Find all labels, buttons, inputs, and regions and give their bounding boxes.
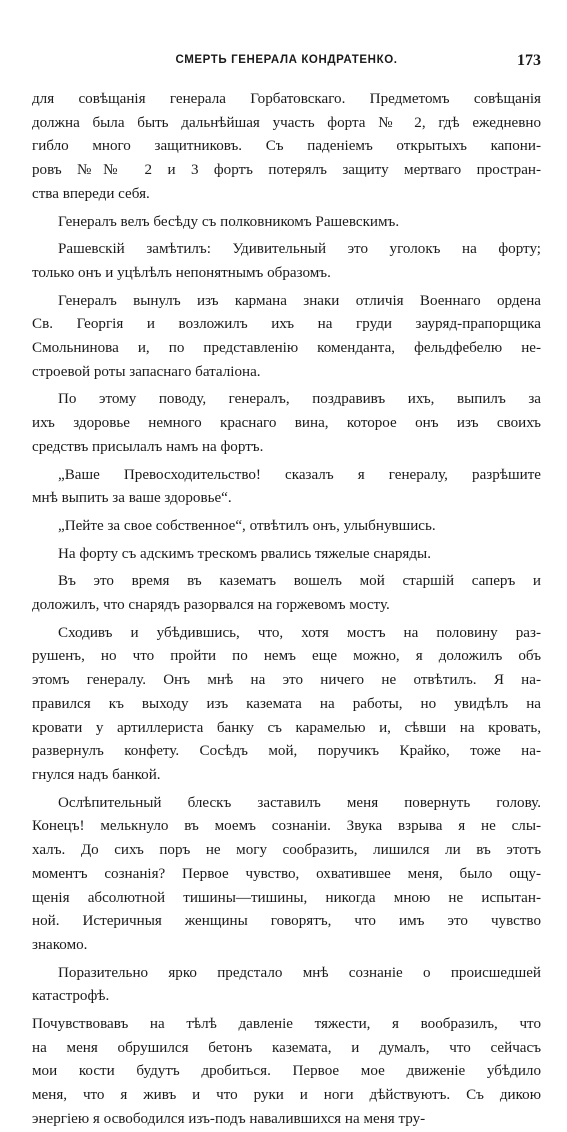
text-line: Св. Георгія и возложилъ ихъ на груди зауряд-прапорщика xyxy=(32,316,541,333)
text-line: катастрофѣ. xyxy=(32,988,110,1005)
text-line: средствъ присылалъ намъ на фортъ. xyxy=(32,438,264,455)
text-line: Рашевскій замѣтилъ: Удивительный это уголокъ на форту; xyxy=(58,241,541,258)
text-line: меня, что я живъ и что руки и ноги дѣйствуютъ. Съ дикою xyxy=(32,1087,541,1104)
paragraph xyxy=(32,515,541,539)
text-line: на меня обрушился бетонъ каземата, и думалъ, что сейчасъ xyxy=(32,1039,541,1056)
text-line: На форту съ адскимъ трескомъ рвались тяжелые снаряды. xyxy=(58,545,431,562)
text-line: только онъ и уцѣлѣлъ непонятнымъ образомъ. xyxy=(32,264,331,281)
text-line: этомъ генералу. Онъ мнѣ на это ничего не отвѣтилъ. Я на- xyxy=(32,672,541,689)
paragraph xyxy=(32,1013,541,1132)
paragraph xyxy=(32,290,541,385)
text-line: По этому поводу, генералъ, поздравивъ ихъ, выпилъ за xyxy=(58,391,541,408)
text-line: „Ваше Превосходительство! сказалъ я генералу, разрѣшите xyxy=(58,466,541,483)
text-line: мои кости будутъ дробиться. Первое мое движеніе убѣдило xyxy=(32,1063,541,1080)
paragraph xyxy=(32,388,541,459)
text-line: ной. Истеричныя женщины говорятъ, что имъ это чувство xyxy=(32,913,541,930)
text-line: ровъ №№ 2 и 3 фортъ потерялъ защиту мертваго простран- xyxy=(32,162,541,179)
text-line: Смольнинова и, по представленію коменданта, фельдфебелю не- xyxy=(32,340,541,357)
paragraph xyxy=(32,211,541,235)
text-line: Сходивъ и убѣдившись, что, хотя мостъ на половину раз- xyxy=(58,624,541,641)
text-line: для совѣщанія генерала Горбатовскаго. Предметомъ совѣщанія xyxy=(32,91,541,107)
text-line: кровати у артиллериста банку съ карамелью и, сѣвши на кровать, xyxy=(32,719,541,736)
text-line: доложилъ, что снарядъ разорвался на горжевомъ мосту. xyxy=(32,597,390,614)
text-line: Генералъ вынулъ изъ кармана знаки отличія Военнаго ордена xyxy=(58,292,541,309)
paragraph xyxy=(32,543,541,567)
paragraph xyxy=(32,962,541,1009)
text-line: ихъ здоровье немного краснаго вина, которое онъ изъ своихъ xyxy=(32,415,541,432)
text-line: халъ. До сихъ поръ не могу сообразить, лишился ли въ этотъ xyxy=(32,842,541,859)
text-line: правился къ выходу изъ каземата на работы, но увидѣлъ на xyxy=(32,695,541,712)
paragraph xyxy=(32,792,541,958)
body-text xyxy=(32,88,541,1132)
text-line: гнулся надъ банкой. xyxy=(32,766,161,783)
paragraph xyxy=(32,622,541,788)
text-line: мнѣ выпить за ваше здоровье“. xyxy=(32,490,232,507)
text-line: Поразительно ярко предстало мнѣ сознаніе о происшедшей xyxy=(58,964,541,981)
text-line: развернулъ конфету. Сосѣдъ мой, поручикъ Крайко, тоже на- xyxy=(32,743,541,760)
page-number: 173 xyxy=(517,52,541,69)
running-title: СМЕРТЬ ГЕНЕРАЛА КОНДРАТЕНКО. xyxy=(175,54,398,66)
paragraph xyxy=(32,570,541,617)
text-line: Ослѣпительный блескъ заставилъ меня повернуть голову. xyxy=(58,794,541,811)
paragraph xyxy=(32,238,541,285)
text-line: щенія абсолютной тишины—тишины, никогда мною не испытан- xyxy=(32,889,541,906)
text-line: Конецъ! мелькнуло въ моемъ сознаніи. Звука взрыва я не слы- xyxy=(32,818,541,835)
text-line: знакомо. xyxy=(32,936,88,953)
text-line: энергіею я освободился изъ-подъ навалившихся на меня тру- xyxy=(32,1110,426,1127)
text-line: ства впереди себя. xyxy=(32,185,150,202)
text-line: Почувствовавъ на тѣлѣ давленіе тяжести, я вообразилъ, что xyxy=(32,1016,541,1033)
text-line: моментъ сознанія? Первое чувство, охватившее меня, было ощу- xyxy=(32,865,541,882)
page-header xyxy=(32,52,541,74)
text-line: строевой роты запаснаго баталіона. xyxy=(32,363,261,380)
paragraph xyxy=(32,88,541,207)
text-line: рушенъ, но что пройти по немъ еще можно, я доложилъ объ xyxy=(32,648,541,665)
text-line: гибло много защитниковъ. Съ паденіемъ открытыхъ капони- xyxy=(32,138,541,155)
text-line: „Пейте за свое собственное“, отвѣтилъ онъ, улыбнувшись. xyxy=(58,517,436,534)
paragraph xyxy=(32,464,541,511)
text-line: Генералъ велъ бесѣду съ полковникомъ Рашевскимъ. xyxy=(58,213,400,230)
text-line: Въ это время въ казематъ вошелъ мой старшій саперъ и xyxy=(58,573,541,590)
text-line: должна была быть дальнѣйшая участь форта № 2, гдѣ ежедневно xyxy=(32,114,541,131)
